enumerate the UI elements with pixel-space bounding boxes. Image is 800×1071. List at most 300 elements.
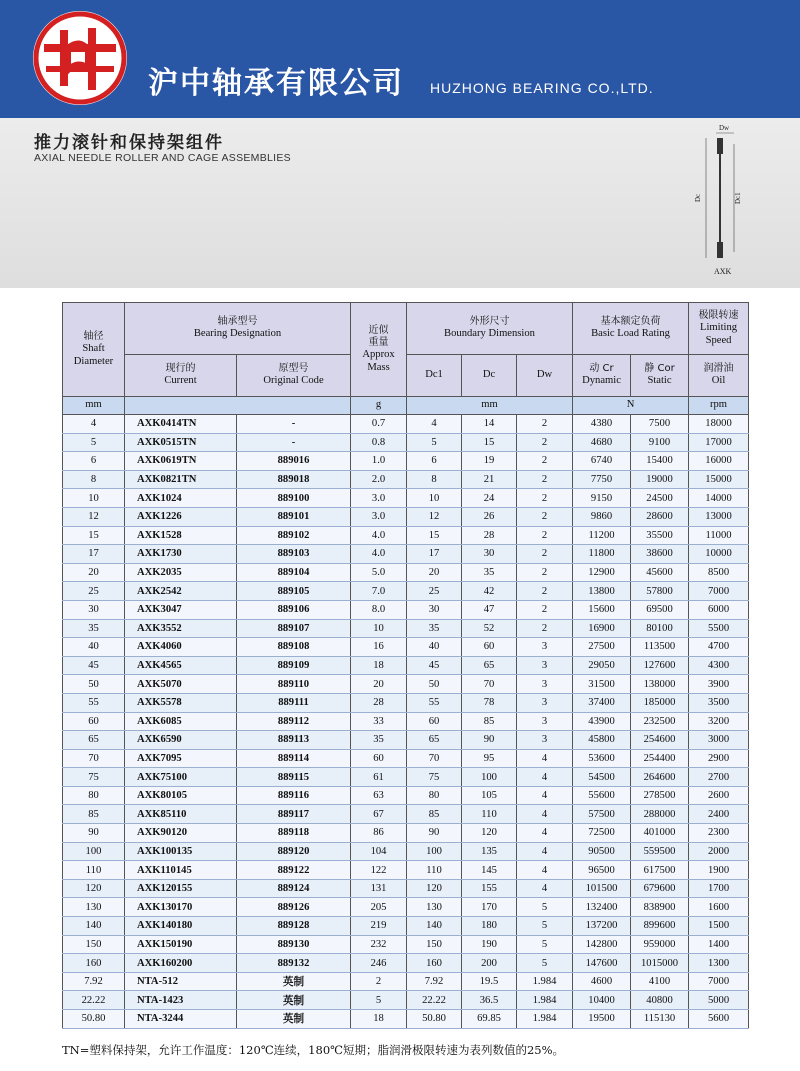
cell-speed: 1400 [689, 935, 749, 954]
cell-shaft: 6 [63, 452, 125, 471]
cell-current: AXK7095 [125, 749, 237, 768]
cell-dc1: 100 [407, 842, 462, 861]
cell-mass: 4.0 [351, 526, 407, 545]
cell-static: 7500 [631, 415, 689, 434]
header-oil: 润滑油 Oil [689, 355, 749, 397]
cell-dynamic: 11200 [573, 526, 631, 545]
unit-dimension: mm [407, 397, 573, 415]
cell-current: AXK160200 [125, 954, 237, 973]
cell-original: 889101 [237, 507, 351, 526]
cell-speed: 7000 [689, 582, 749, 601]
cell-shaft: 160 [63, 954, 125, 973]
table-row [63, 507, 749, 526]
cell-current: AXK4060 [125, 638, 237, 657]
cell-current: AXK0515TN [125, 433, 237, 452]
cell-dc: 100 [462, 768, 517, 787]
cell-original: 889118 [237, 824, 351, 843]
cell-speed: 4700 [689, 638, 749, 657]
cell-original: 889104 [237, 563, 351, 582]
header-speed: 极限转速 Limiting Speed [689, 303, 749, 355]
cell-mass: 0.7 [351, 415, 407, 434]
table-row [63, 675, 749, 694]
header-current: 现行的 Current [125, 355, 237, 397]
cell-static: 138000 [631, 675, 689, 694]
cell-dynamic: 29050 [573, 656, 631, 675]
cell-dc1: 22.22 [407, 991, 462, 1010]
cell-dc1: 50.80 [407, 1010, 462, 1029]
cell-dc1: 60 [407, 712, 462, 731]
cell-dw: 4 [517, 824, 573, 843]
cell-shaft: 80 [63, 786, 125, 805]
cell-mass: 1.0 [351, 452, 407, 471]
spec-table [62, 302, 749, 1029]
cell-static: 254600 [631, 731, 689, 750]
cell-current: AXK5578 [125, 693, 237, 712]
cell-speed: 7000 [689, 972, 749, 991]
cell-dc: 60 [462, 638, 517, 657]
cell-dc: 36.5 [462, 991, 517, 1010]
cell-dc: 21 [462, 470, 517, 489]
cell-original: 889105 [237, 582, 351, 601]
cell-current: AXK3552 [125, 619, 237, 638]
cell-static: 24500 [631, 489, 689, 508]
cell-dynamic: 7750 [573, 470, 631, 489]
header-original: 原型号 Original Code [237, 355, 351, 397]
cell-speed: 1600 [689, 898, 749, 917]
cell-dc1: 75 [407, 768, 462, 787]
cell-dynamic: 53600 [573, 749, 631, 768]
table-row [63, 935, 749, 954]
cell-dynamic: 13800 [573, 582, 631, 601]
cell-dynamic: 4600 [573, 972, 631, 991]
cell-original: 889113 [237, 731, 351, 750]
cell-current: AXK85110 [125, 805, 237, 824]
cell-original: 英制 [237, 972, 351, 991]
table-row [63, 749, 749, 768]
cell-static: 45600 [631, 563, 689, 582]
cell-speed: 16000 [689, 452, 749, 471]
cell-shaft: 60 [63, 712, 125, 731]
cell-dc: 26 [462, 507, 517, 526]
cell-speed: 3000 [689, 731, 749, 750]
cell-dw: 3 [517, 712, 573, 731]
cell-dw: 2 [517, 415, 573, 434]
cell-shaft: 120 [63, 879, 125, 898]
table-row [63, 545, 749, 564]
cell-dw: 1.984 [517, 1010, 573, 1029]
cell-dynamic: 90500 [573, 842, 631, 861]
cell-current: AXK80105 [125, 786, 237, 805]
cell-shaft: 17 [63, 545, 125, 564]
cell-dw: 5 [517, 954, 573, 973]
cell-dw: 2 [517, 526, 573, 545]
cell-dc: 19 [462, 452, 517, 471]
cell-dw: 2 [517, 582, 573, 601]
cell-dw: 4 [517, 842, 573, 861]
cell-shaft: 20 [63, 563, 125, 582]
cell-speed: 11000 [689, 526, 749, 545]
cell-static: 40800 [631, 991, 689, 1010]
table-row [63, 563, 749, 582]
cell-dynamic: 147600 [573, 954, 631, 973]
cell-current: AXK1730 [125, 545, 237, 564]
cell-dw: 2 [517, 433, 573, 452]
header-dimension: 外形尺寸 Boundary Dimension [407, 303, 573, 355]
header-shaft: 轴径 Shaft Diameter [63, 303, 125, 397]
cell-dc1: 8 [407, 470, 462, 489]
cell-dynamic: 9860 [573, 507, 631, 526]
header-load: 基本额定负荷 Basic Load Rating [573, 303, 689, 355]
section-title-cn: 推力滚针和保持架组件 [34, 133, 224, 153]
cell-dynamic: 16900 [573, 619, 631, 638]
cell-shaft: 25 [63, 582, 125, 601]
cell-static: 35500 [631, 526, 689, 545]
cell-dc: 110 [462, 805, 517, 824]
cell-current: AXK5070 [125, 675, 237, 694]
cell-dynamic: 15600 [573, 600, 631, 619]
header-dynamic: 动 Cr Dynamic [573, 355, 631, 397]
cell-dc: 19.5 [462, 972, 517, 991]
cell-shaft: 22.22 [63, 991, 125, 1010]
cell-dynamic: 54500 [573, 768, 631, 787]
cell-dw: 3 [517, 731, 573, 750]
cell-original: 889106 [237, 600, 351, 619]
table-row [63, 656, 749, 675]
cell-shaft: 8 [63, 470, 125, 489]
cell-dc: 180 [462, 917, 517, 936]
cell-shaft: 55 [63, 693, 125, 712]
cell-dw: 2 [517, 563, 573, 582]
table-row [63, 433, 749, 452]
cell-dw: 5 [517, 935, 573, 954]
cell-shaft: 90 [63, 824, 125, 843]
table-row [63, 879, 749, 898]
cell-dc1: 17 [407, 545, 462, 564]
cell-dc: 35 [462, 563, 517, 582]
cell-speed: 1500 [689, 917, 749, 936]
cell-shaft: 40 [63, 638, 125, 657]
table-row [63, 526, 749, 545]
cell-original: 英制 [237, 991, 351, 1010]
cell-current: AXK0619TN [125, 452, 237, 471]
cell-dc: 95 [462, 749, 517, 768]
cell-mass: 2.0 [351, 470, 407, 489]
cell-shaft: 50.80 [63, 1010, 125, 1029]
header-designation: 轴承型号 Bearing Designation [125, 303, 351, 355]
cell-speed: 3500 [689, 693, 749, 712]
unit-speed: rpm [689, 397, 749, 415]
cell-dw: 2 [517, 470, 573, 489]
header-mass: 近似 重量 Approx Mass [351, 303, 407, 397]
cell-static: 559500 [631, 842, 689, 861]
table-row [63, 638, 749, 657]
cell-speed: 18000 [689, 415, 749, 434]
table-row [63, 824, 749, 843]
cell-dc1: 10 [407, 489, 462, 508]
table-row [63, 954, 749, 973]
cell-dynamic: 37400 [573, 693, 631, 712]
cell-dw: 2 [517, 489, 573, 508]
cell-dc: 155 [462, 879, 517, 898]
cell-dc1: 80 [407, 786, 462, 805]
cell-dc: 42 [462, 582, 517, 601]
cell-dw: 3 [517, 675, 573, 694]
cell-current: AXK4565 [125, 656, 237, 675]
table-row [63, 768, 749, 787]
cell-dc1: 25 [407, 582, 462, 601]
cell-dw: 2 [517, 600, 573, 619]
cell-dynamic: 57500 [573, 805, 631, 824]
diagram-caption: AXK [714, 267, 732, 276]
table-row [63, 415, 749, 434]
cell-dc1: 20 [407, 563, 462, 582]
cell-original: 889115 [237, 768, 351, 787]
cell-mass: 35 [351, 731, 407, 750]
cell-dc1: 7.92 [407, 972, 462, 991]
cell-dc: 85 [462, 712, 517, 731]
cell-dc: 105 [462, 786, 517, 805]
company-logo-icon [30, 8, 130, 108]
cell-dw: 4 [517, 786, 573, 805]
cell-mass: 219 [351, 917, 407, 936]
cell-current: AXK1024 [125, 489, 237, 508]
cell-dw: 4 [517, 749, 573, 768]
cell-dc: 70 [462, 675, 517, 694]
cell-current: NTA-512 [125, 972, 237, 991]
cell-speed: 2400 [689, 805, 749, 824]
cell-dw: 3 [517, 638, 573, 657]
cell-original: 889102 [237, 526, 351, 545]
cell-dc: 69.85 [462, 1010, 517, 1029]
cell-current: AXK6085 [125, 712, 237, 731]
cell-dc1: 15 [407, 526, 462, 545]
cell-dc: 28 [462, 526, 517, 545]
cell-dw: 2 [517, 452, 573, 471]
cell-dw: 4 [517, 805, 573, 824]
table-row [63, 842, 749, 861]
cell-mass: 4.0 [351, 545, 407, 564]
cell-original: 889122 [237, 861, 351, 880]
cell-speed: 3200 [689, 712, 749, 731]
cell-current: NTA-1423 [125, 991, 237, 1010]
cell-static: 9100 [631, 433, 689, 452]
cell-mass: 232 [351, 935, 407, 954]
cell-original: 889110 [237, 675, 351, 694]
cell-dynamic: 43900 [573, 712, 631, 731]
unit-mass: g [351, 397, 407, 415]
cell-mass: 205 [351, 898, 407, 917]
cell-static: 113500 [631, 638, 689, 657]
cell-speed: 2000 [689, 842, 749, 861]
cell-dc: 90 [462, 731, 517, 750]
cell-dc: 65 [462, 656, 517, 675]
cell-static: 80100 [631, 619, 689, 638]
cell-dc1: 12 [407, 507, 462, 526]
cell-dc: 30 [462, 545, 517, 564]
cell-dc: 52 [462, 619, 517, 638]
cell-dc: 14 [462, 415, 517, 434]
cell-shaft: 50 [63, 675, 125, 694]
cell-original: 英制 [237, 1010, 351, 1029]
cell-shaft: 4 [63, 415, 125, 434]
cell-static: 127600 [631, 656, 689, 675]
cell-mass: 3.0 [351, 507, 407, 526]
cell-dynamic: 96500 [573, 861, 631, 880]
cell-dc: 190 [462, 935, 517, 954]
cell-shaft: 35 [63, 619, 125, 638]
cell-dynamic: 101500 [573, 879, 631, 898]
cell-dynamic: 6740 [573, 452, 631, 471]
cell-static: 401000 [631, 824, 689, 843]
cell-mass: 246 [351, 954, 407, 973]
header-dc1: Dc1 [407, 355, 462, 397]
company-name-en: HUZHONG BEARING CO.,LTD. [430, 80, 654, 96]
cell-static: 115130 [631, 1010, 689, 1029]
cell-shaft: 85 [63, 805, 125, 824]
cell-mass: 33 [351, 712, 407, 731]
cell-dc1: 150 [407, 935, 462, 954]
cell-static: 264600 [631, 768, 689, 787]
cell-dynamic: 27500 [573, 638, 631, 657]
cell-static: 19000 [631, 470, 689, 489]
cell-original: 889108 [237, 638, 351, 657]
cell-dc1: 35 [407, 619, 462, 638]
cell-mass: 5.0 [351, 563, 407, 582]
table-row [63, 1010, 749, 1029]
diagram-label-dw: Dw [719, 124, 730, 132]
cell-original: 889124 [237, 879, 351, 898]
cell-current: AXK1226 [125, 507, 237, 526]
cell-mass: 18 [351, 656, 407, 675]
cell-mass: 2 [351, 972, 407, 991]
cell-dc1: 130 [407, 898, 462, 917]
cell-dc1: 6 [407, 452, 462, 471]
cell-original: 889103 [237, 545, 351, 564]
cell-current: AXK6590 [125, 731, 237, 750]
cell-dc1: 65 [407, 731, 462, 750]
cell-current: AXK2035 [125, 563, 237, 582]
cell-speed: 4300 [689, 656, 749, 675]
cell-current: AXK3047 [125, 600, 237, 619]
header-band [0, 0, 800, 118]
cell-mass: 18 [351, 1010, 407, 1029]
cell-speed: 5500 [689, 619, 749, 638]
cell-mass: 67 [351, 805, 407, 824]
header-dw: Dw [517, 355, 573, 397]
table-row [63, 731, 749, 750]
cell-mass: 16 [351, 638, 407, 657]
cell-dynamic: 45800 [573, 731, 631, 750]
header-static: 静 Cor Static [631, 355, 689, 397]
cell-speed: 6000 [689, 600, 749, 619]
cell-dc1: 50 [407, 675, 462, 694]
table-row [63, 898, 749, 917]
cell-static: 185000 [631, 693, 689, 712]
cell-dw: 4 [517, 768, 573, 787]
cell-speed: 13000 [689, 507, 749, 526]
cell-shaft: 45 [63, 656, 125, 675]
cell-static: 617500 [631, 861, 689, 880]
cell-shaft: 140 [63, 917, 125, 936]
cell-original: 889018 [237, 470, 351, 489]
table-row [63, 786, 749, 805]
cell-speed: 8500 [689, 563, 749, 582]
cell-shaft: 110 [63, 861, 125, 880]
cell-dc1: 120 [407, 879, 462, 898]
cell-dc: 145 [462, 861, 517, 880]
table-row [63, 991, 749, 1010]
cell-shaft: 15 [63, 526, 125, 545]
cell-original: 889116 [237, 786, 351, 805]
cell-dc: 15 [462, 433, 517, 452]
cell-dc1: 55 [407, 693, 462, 712]
cell-current: AXK2542 [125, 582, 237, 601]
cell-dynamic: 72500 [573, 824, 631, 843]
cell-speed: 2300 [689, 824, 749, 843]
table-row [63, 972, 749, 991]
cell-current: AXK110145 [125, 861, 237, 880]
cell-dynamic: 31500 [573, 675, 631, 694]
cell-dynamic: 10400 [573, 991, 631, 1010]
cell-shaft: 70 [63, 749, 125, 768]
cell-dw: 1.984 [517, 972, 573, 991]
cell-dw: 1.984 [517, 991, 573, 1010]
cell-original: 889114 [237, 749, 351, 768]
cell-dc1: 30 [407, 600, 462, 619]
table-row [63, 600, 749, 619]
cell-static: 4100 [631, 972, 689, 991]
table-row [63, 470, 749, 489]
table-row [63, 582, 749, 601]
cell-static: 1015000 [631, 954, 689, 973]
cell-mass: 63 [351, 786, 407, 805]
cell-current: AXK140180 [125, 917, 237, 936]
cell-dc: 47 [462, 600, 517, 619]
cell-original: 889120 [237, 842, 351, 861]
cell-current: AXK100135 [125, 842, 237, 861]
cell-dw: 3 [517, 656, 573, 675]
section-title-en: AXIAL NEEDLE ROLLER AND CAGE ASSEMBLIES [34, 152, 291, 164]
cell-mass: 3.0 [351, 489, 407, 508]
cell-dc: 200 [462, 954, 517, 973]
cell-dw: 4 [517, 879, 573, 898]
diagram-label-dc: Dc [694, 193, 702, 202]
cell-shaft: 10 [63, 489, 125, 508]
cell-dynamic: 142800 [573, 935, 631, 954]
cell-dc1: 45 [407, 656, 462, 675]
cell-static: 254400 [631, 749, 689, 768]
cell-dc1: 40 [407, 638, 462, 657]
cell-current: AXK90120 [125, 824, 237, 843]
cell-original: 889130 [237, 935, 351, 954]
unit-load: N [573, 397, 689, 415]
diagram-label-dc1: Dc1 [734, 192, 742, 204]
cell-shaft: 12 [63, 507, 125, 526]
cell-original: 889107 [237, 619, 351, 638]
cell-static: 278500 [631, 786, 689, 805]
cell-dynamic: 11800 [573, 545, 631, 564]
cell-dc: 78 [462, 693, 517, 712]
table-row [63, 917, 749, 936]
header-dc: Dc [462, 355, 517, 397]
cell-dc: 120 [462, 824, 517, 843]
cell-static: 679600 [631, 879, 689, 898]
cell-static: 232500 [631, 712, 689, 731]
cell-dynamic: 12900 [573, 563, 631, 582]
cell-dw: 4 [517, 861, 573, 880]
cell-dw: 2 [517, 619, 573, 638]
cell-speed: 2600 [689, 786, 749, 805]
